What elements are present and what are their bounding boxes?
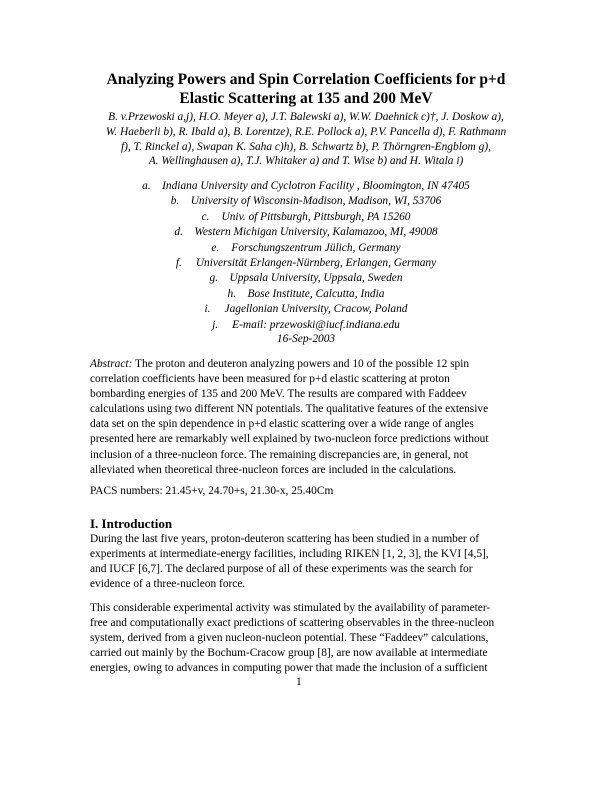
affiliation-item	[60, 194, 552, 209]
section-heading: I. Introduction	[90, 516, 173, 531]
affiliation-letter: a.	[142, 180, 151, 192]
paragraph-line: experiments at intermediate-energy facilities, including RIKEN [1, 2, 3], the KVI [4,5],	[90, 548, 489, 561]
author-line: f), T. Rinckel a), Swapan K. Saha c)h), B. Schwartz b), P. Thörngren-Engblom g),	[121, 140, 491, 153]
affiliation-text: Bose Institute, Calcutta, India	[247, 287, 385, 300]
abstract	[90, 357, 530, 478]
paragraph-line: carried out mainly by the Bochum-Cracow group [8], are now available at intermediate	[90, 647, 488, 660]
body-paragraph	[90, 532, 530, 592]
affiliation-letter: e.	[211, 241, 220, 254]
body-paragraph	[90, 601, 530, 676]
paper-date: 16-Sep-2003	[276, 333, 336, 345]
author-list	[60, 110, 552, 169]
abstract-label: Abstract:	[90, 358, 133, 370]
affiliation-text: Western Michigan University, Kalamazoo, MI, 49008	[194, 226, 438, 239]
abstract-line: correlation coefficients have been measured for p+d elastic scattering at proton	[90, 373, 450, 386]
paragraph-line: system, derived from a given nucleon-nucleon potential. These “Faddeev” calculations,	[90, 632, 489, 645]
affiliation-letter: b.	[170, 195, 180, 208]
abstract-line	[90, 357, 530, 372]
abstract-line: bombarding energies of 135 and 200 MeV. The results are compared with Faddeev	[90, 388, 467, 401]
affiliation-text: Forschungszentrum Jülich, Germany	[231, 241, 401, 254]
affiliation-item	[60, 271, 552, 286]
affiliation-item	[60, 225, 552, 240]
affiliation-text: Jagellonian University, Cracow, Poland	[224, 303, 408, 316]
affiliation-letter: h.	[227, 287, 237, 300]
affiliation-item	[60, 302, 552, 317]
title-line: Elastic Scattering at 135 and 200 MeV	[179, 90, 433, 107]
paragraph-line: During the last five years, proton-deuteron scattering has been studied in a number of	[90, 533, 480, 545]
affiliation-item	[60, 318, 552, 333]
paper-title	[60, 70, 552, 108]
paragraph-line: evidence of a three-nucleon force.	[90, 578, 246, 591]
author-line: W. Haeberli b), R. Ibald a), B. Lorentze), R.E. Pollock a), P.V. Pancella d), F. Rathmann	[105, 125, 507, 138]
affiliation-text: Universität Erlangen-Nürnberg, Erlangen, Germany	[195, 257, 437, 270]
pacs-numbers: PACS numbers: 21.45+v, 24.70+s, 21.30-x, 25.40Cm	[90, 485, 334, 497]
abstract-text: The proton and deuteron analyzing powers and 10 of the possible 12 spin	[132, 358, 470, 370]
affiliation-text: Indiana University and Cyclotron Facility , Bloomington, IN 47405	[162, 180, 470, 192]
abstract-line: calculations using two different NN potentials. The qualitative features of the extensive	[90, 403, 489, 416]
affiliation-text: University of Wisconsin-Madison, Madison, WI, 53706	[190, 195, 442, 208]
affiliation-letter: c.	[201, 210, 210, 223]
title-line: Analyzing Powers and Spin Correlation Coefficients for p+d	[106, 71, 506, 88]
paragraph-line: This considerable experimental activity was stimulated by the availability of parameter-	[90, 602, 491, 614]
abstract-line: data set on the spin dependence in p+d elastic scattering over a wide range of angles	[90, 418, 474, 431]
paragraph-line: free and computationally exact predictions of scattering observables in the three-nucleon	[90, 617, 495, 630]
affiliation-letter: d.	[174, 226, 183, 239]
affiliation-letter: f.	[175, 257, 182, 270]
affiliation-letter: j.	[212, 318, 219, 331]
affiliation-letter: i.	[204, 303, 211, 316]
affiliation-item	[60, 241, 552, 256]
affiliation-list	[60, 179, 552, 333]
author-line: A. Wellinghausen a), T.J. Whitaker a) and T. Wise b) and H. Witala i)	[148, 155, 464, 168]
paragraph-line: and IUCF [6,7]. The declared purpose of all of these experiments was the search for	[90, 563, 473, 576]
author-line: B. v.Przewoski a,j), H.O. Meyer a), J.T. Balewski a), W.W. Daehnick c)†, J. Doskow a),	[108, 111, 504, 123]
affiliation-item	[60, 210, 552, 225]
paragraph-line: energies, owing to advances in computing power that made the inclusion of a sufficient	[90, 662, 488, 675]
affiliation-text: E-mail: przewoski@iucf.indiana.edu	[232, 318, 400, 331]
affiliation-item	[60, 287, 552, 302]
affiliation-item	[60, 179, 552, 194]
page-number: 1	[296, 676, 302, 688]
abstract-line: inclusion of a three-nucleon force. The remaining discrepancies are, in general, not	[90, 448, 469, 461]
affiliation-text: Uppsala University, Uppsala, Sweden	[229, 272, 403, 285]
affiliation-text: Univ. of Pittsburgh, Pittsburgh, PA 15260	[221, 210, 411, 223]
affiliation-letter: g.	[209, 272, 219, 285]
abstract-line: alleviated when theoretical three-nucleon forces are included in the calculations.	[90, 463, 457, 476]
abstract-line: presented here are remarkably well explained by two-nucleon force predictions without	[90, 433, 489, 446]
affiliation-item	[60, 256, 552, 271]
